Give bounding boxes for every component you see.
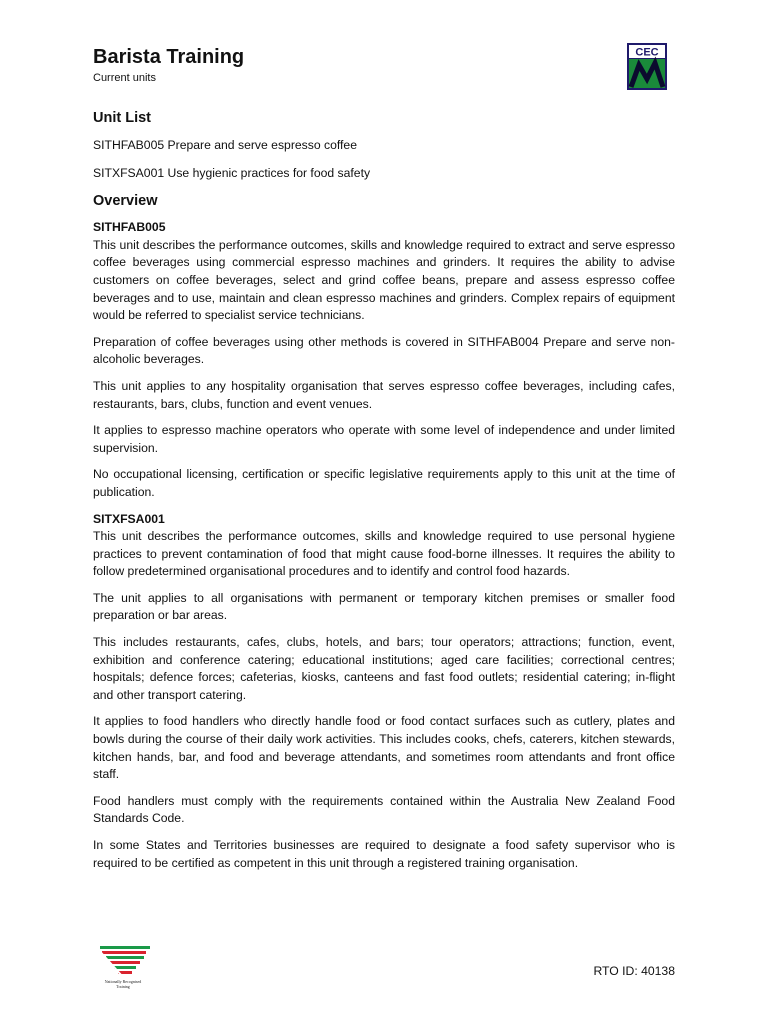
- unit-list-item: SITXFSA001 Use hygienic practices for food safety: [93, 165, 371, 180]
- nrt-logo-text-line1: Nationally Recognised: [104, 979, 142, 984]
- overview-paragraph: It applies to espresso machine operators who operate with some level of independence and under limited supervision.: [93, 423, 675, 455]
- overview-paragraph: It applies to food handlers who directly handle food or food contact surfaces such as cutlery, plates and bowls during the course of their daily work activities. This includes cooks, chefs, caterers, kitchen stewards, kitchen hands, bar, and food and beverage attendants, and sometimes room attendants and front office staff.: [93, 714, 675, 782]
- nrt-logo: [92, 944, 154, 990]
- page-title: Barista Training: [93, 46, 245, 68]
- document-body: [93, 44, 675, 881]
- overview-paragraph: This unit describes the performance outcomes, skills and knowledge required to use personal hygiene practices to prevent contamination of food that might cause food-borne illnesses. It requires the ability to follow predetermined organisational procedures and to identify and control food hazards.: [93, 529, 675, 579]
- section-code-sitxfsa001: SITXFSA001: [93, 511, 165, 526]
- overview-paragraph: This includes restaurants, cafes, clubs, hotels, and bars; tour operators; attractions; function, event, exhibition and conference catering; educational institutions; aged care facilities; correctional centres; hospitals; defence forces; cafeterias, kiosks, canteens and fast food outlets; residential catering; in-flight and other transport catering.: [93, 635, 675, 702]
- overview-paragraph: Food handlers must comply with the requirements contained within the Australia New Zealand Food Standards Code.: [93, 793, 675, 826]
- rto-id: RTO ID: 40138: [593, 964, 675, 978]
- overview-paragraph: No occupational licensing, certification or specific legislative requirements apply to this unit at the time of publication.: [93, 467, 675, 499]
- cec-logo-text: CEC: [635, 46, 659, 59]
- unit-list-heading: Unit List: [93, 110, 151, 126]
- overview-paragraph: This unit applies to any hospitality organisation that serves espresso coffee beverages, including cafes, restaurants, bars, clubs, function and event venues.: [93, 378, 675, 411]
- section-code-sithfab005: SITHFAB005: [93, 220, 166, 235]
- overview-heading: Overview: [93, 193, 158, 210]
- overview-paragraph: This unit describes the performance outcomes, skills and knowledge required to extract and serve espresso coffee beverages using commercial espresso machines and grinders. It requires the ability to advise customers on coffee beverages, select and grind coffee beans, prepare and assess espresso coffee beverages and to use, maintain and clean espresso machines and grinders. Complex repairs of equipment would be referred to specialist service technicians.: [93, 237, 675, 323]
- overview-paragraph: The unit applies to all organisations with permanent or temporary kitchen premises or smaller food preparation or bar areas.: [93, 590, 675, 623]
- nrt-logo-text-line2: Training: [116, 984, 130, 989]
- overview-paragraph: Preparation of coffee beverages using other methods is covered in SITHFAB004 Prepare and serve non-alcoholic beverages.: [93, 334, 675, 367]
- overview-paragraph: In some States and Territories businesses are required to designate a food safety supervisor who is required to be certified as competent in this unit through a registered training organisation.: [93, 838, 675, 870]
- page-subtitle: Current units: [93, 72, 156, 84]
- unit-list-item: SITHFAB005 Prepare and serve espresso coffee: [93, 138, 357, 152]
